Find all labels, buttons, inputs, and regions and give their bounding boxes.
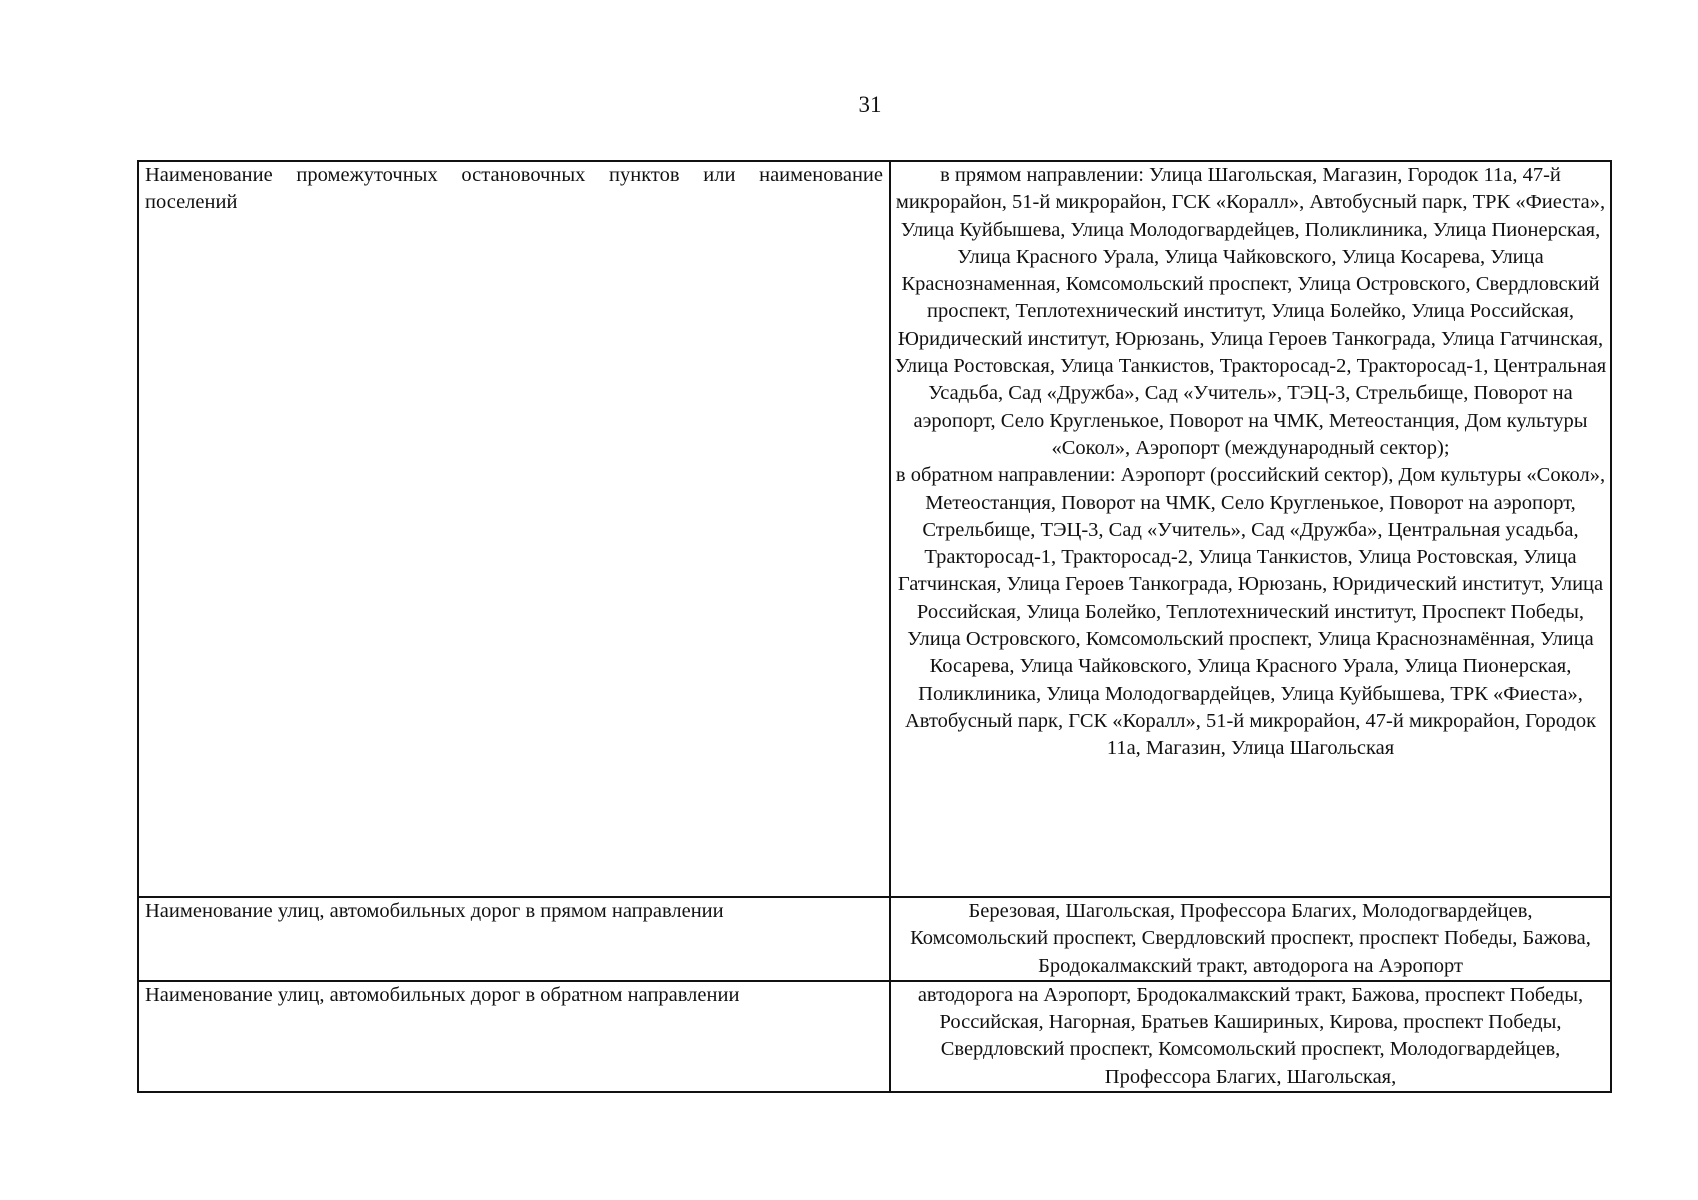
row-value-roads-forward <box>890 897 1611 981</box>
row-label-roads-forward: Наименование улиц, автомобильных дорог в прямом направлении <box>138 897 890 981</box>
page-number: 31 <box>858 92 882 117</box>
row-value-roads-reverse <box>890 981 1611 1092</box>
stops-forward-text: в прямом направлении: Улица Шагольская, Магазин, Городок 11а, 47-й микрорайон, 51-й микрорайон, ГСК «Коралл», Автобусный парк, ТРК «Фиеста», Улица Куйбышева, Улица Молодогвардейцев, Поликлиника, Улица Пионерская, Улица Красного Урала, Улица Чайковского, Улица Косарева, Улица Краснознаменная, Комсомольский проспект, Улица Островского, Свердловский проспект, Теплотехнический институт, Улица Болейко, Улица Российская, Юридический институт, Юрюзань, Улица Героев Танкограда, Улица Гатчинская, Улица Ростовская, Улица Танкистов, Тракторосад-2, Тракторосад-1, Центральная Усадьба, Сад «Дружба», Сад «Учитель», ТЭЦ-3, Стрельбище, Поворот на аэропорт, Село Кругленькое, Поворот на ЧМК, Метеостанция, Дом культуры «Сокол», Аэропорт (международный сектор); <box>894 164 1607 459</box>
roads-reverse-text: автодорога на Аэропорт, Бродокалмакский тракт, Бажова, проспект Победы, Российская, Нагорная, Братьев Кашириных, Кирова, проспект Победы, Свердловский проспект, Комсомольский проспект, Молодогвардейцев, Профессора Благих, Шагольская, <box>917 983 1584 1088</box>
table-row-roads-reverse <box>138 981 1611 1092</box>
row-label-roads-reverse: Наименование улиц, автомобильных дорог в обратном направлении <box>138 981 890 1092</box>
row-value-stops <box>890 161 1611 897</box>
table-row-roads-forward <box>138 897 1611 981</box>
roads-forward-text: Березовая, Шагольская, Профессора Благих, Молодогвардейцев, Комсомольский проспект, Свердловский проспект, проспект Победы, Бажова, Бродокалмакский тракт, автодорога на Аэропорт <box>910 900 1591 977</box>
row-label-stops: Наименование промежуточных остановочных пунктов или наименование поселений <box>138 161 890 897</box>
route-table <box>137 160 1612 1093</box>
table-row-stops <box>138 161 1611 897</box>
stops-reverse-text: в обратном направлении: Аэропорт (российский сектор), Дом культуры «Сокол», Метеостанция, Поворот на ЧМК, Село Кругленькое, Поворот на аэропорт, Стрельбище, ТЭЦ-3, Сад «Учитель», Сад «Дружба», Центральная усадьба, Тракторосад-1, Тракторосад-2, Улица Танкистов, Улица Ростовская, Улица Гатчинская, Улица Героев Танкограда, Юрюзань, Юридический институт, Улица Российская, Улица Болейко, Теплотехнический институт, Проспект Победы, Улица Островского, Комсомольский проспект, Улица Краснознамённая, Улица Косарева, Улица Чайковского, Улица Красного Урала, Улица Пионерская, Поликлиника, Улица Молодогвардейцев, Улица Куйбышева, ТРК «Фиеста», Автобусный парк, ГСК «Коралл», 51-й микрорайон, 47-й микрорайон, Городок 11а, Магазин, Улица Шагольская <box>895 464 1606 760</box>
